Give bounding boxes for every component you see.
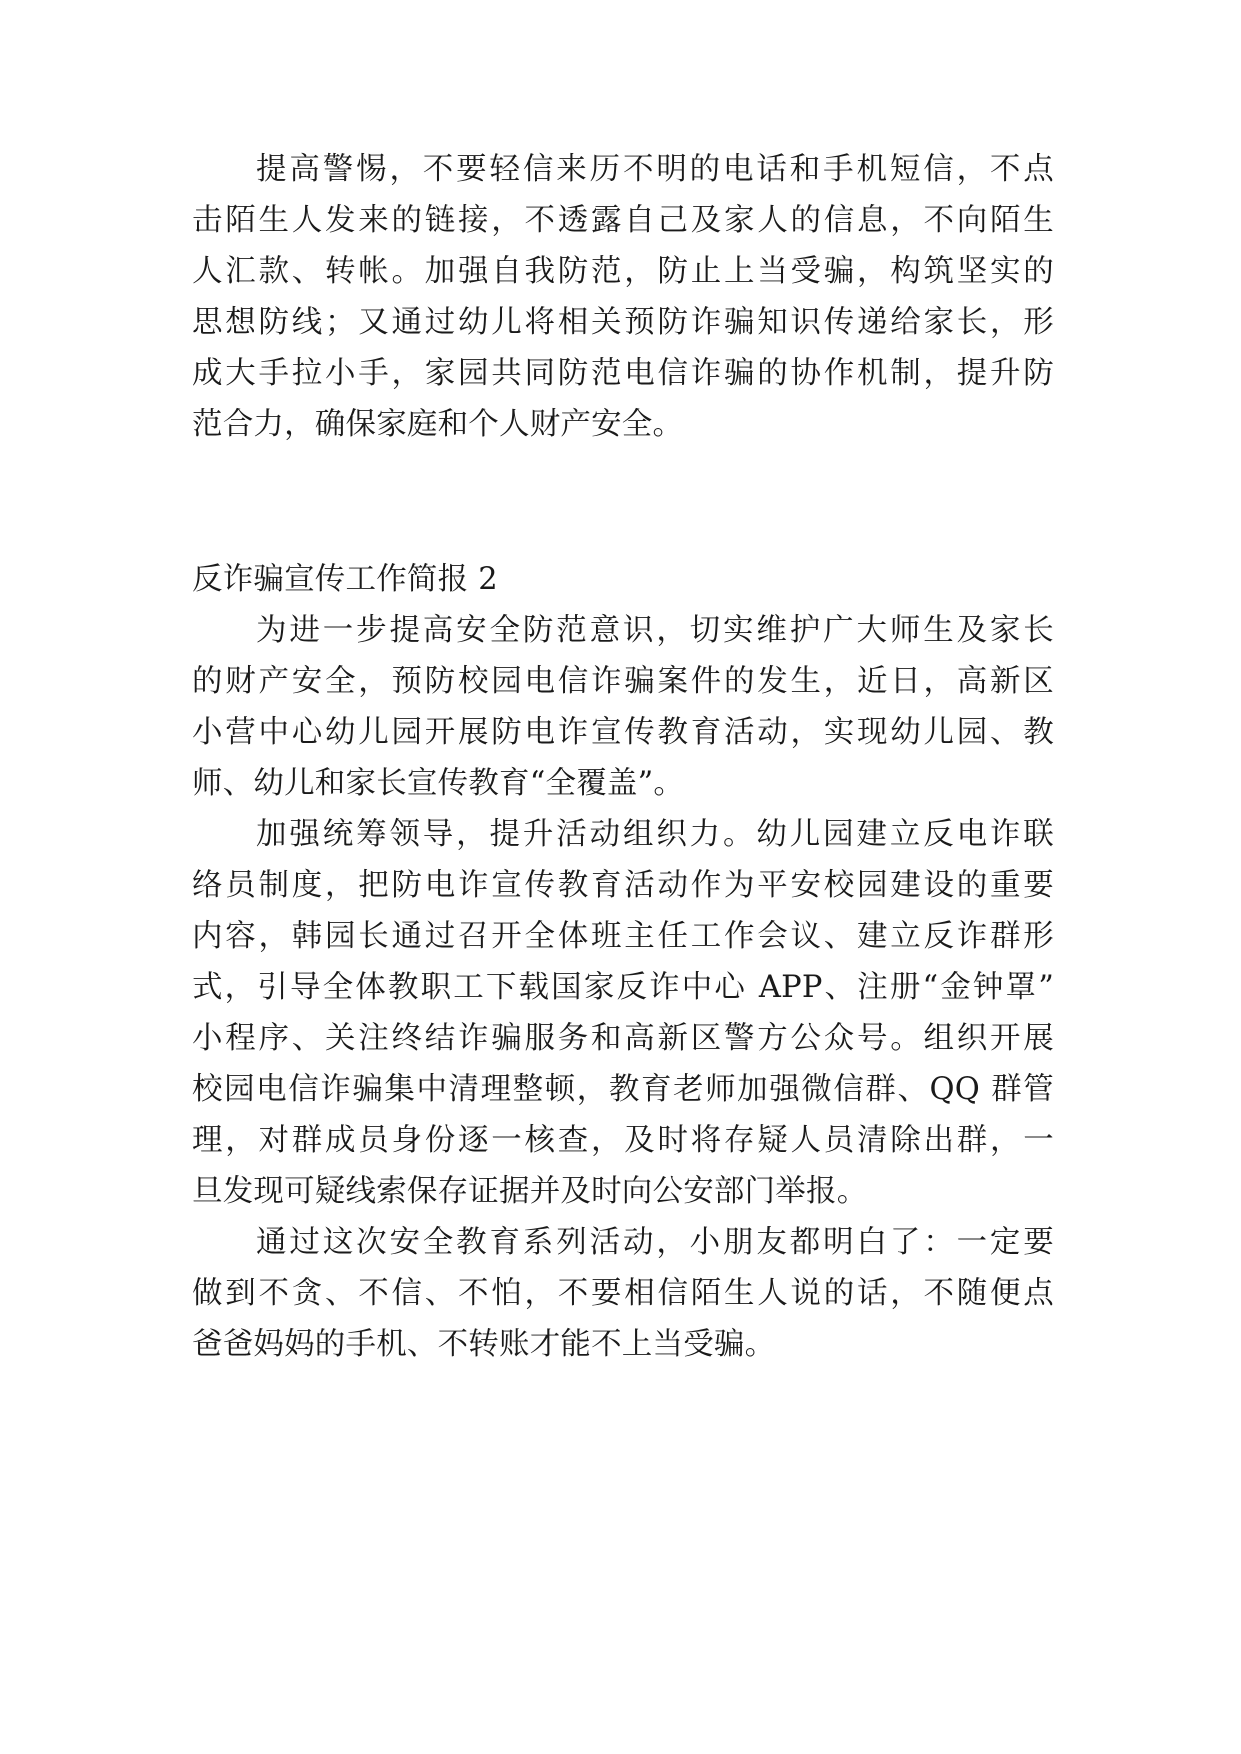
p2-line-2: 络员制度，把防电诈宣传教育活动作为平安校园建设的重要	[192, 868, 1054, 903]
p2-line-8: 旦发现可疑线索保存证据并及时向公安部门举报。	[192, 1174, 868, 1209]
p1-line-2: 的财产安全，预防校园电信诈骗案件的发生，近日，高新区	[192, 664, 1054, 699]
p1-line-4: 师、幼儿和家长宣传教育“全覆盖”。	[192, 766, 685, 801]
p3-line-3: 爸爸妈妈的手机、不转账才能不上当受骗。	[192, 1327, 776, 1362]
p2-line-7: 理，对群成员身份逐一核查，及时将存疑人员清除出群，一	[192, 1123, 1054, 1158]
p3-line-1: 通过这次安全教育系列活动，小朋友都明白了：一定要	[256, 1225, 1054, 1260]
p2-line-6: 校园电信诈骗集中清理整顿，教育老师加强微信群、QQ 群管	[192, 1072, 1054, 1107]
intro-line-1: 提高警惕，不要轻信来历不明的电话和手机短信，不点	[256, 152, 1054, 187]
intro-line-5: 成大手拉小手，家园共同防范电信诈骗的协作机制，提升防	[192, 356, 1054, 391]
section-title: 反诈骗宣传工作简报 2	[192, 562, 498, 597]
p2-line-1: 加强统筹领导，提升活动组织力。幼儿园建立反电诈联	[256, 817, 1054, 852]
intro-line-2: 击陌生人发来的链接，不透露自己及家人的信息，不向陌生	[192, 203, 1054, 238]
intro-line-3: 人汇款、转帐。加强自我防范，防止上当受骗，构筑坚实的	[192, 254, 1054, 289]
p2-line-4: 式，引导全体教职工下载国家反诈中心 APP、注册“金钟罩”	[192, 970, 1054, 1005]
p1-line-3: 小营中心幼儿园开展防电诈宣传教育活动，实现幼儿园、教	[192, 715, 1054, 750]
intro-line-4: 思想防线；又通过幼儿将相关预防诈骗知识传递给家长，形	[192, 305, 1054, 340]
p2-line-5: 小程序、关注终结诈骗服务和高新区警方公众号。组织开展	[192, 1021, 1054, 1056]
p3-line-2: 做到不贪、不信、不怕，不要相信陌生人说的话，不随便点	[192, 1276, 1054, 1311]
intro-line-6: 范合力，确保家庭和个人财产安全。	[192, 407, 684, 442]
p2-line-3: 内容，韩园长通过召开全体班主任工作会议、建立反诈群形	[192, 919, 1054, 954]
p1-line-1: 为进一步提高安全防范意识，切实维护广大师生及家长	[256, 613, 1054, 648]
